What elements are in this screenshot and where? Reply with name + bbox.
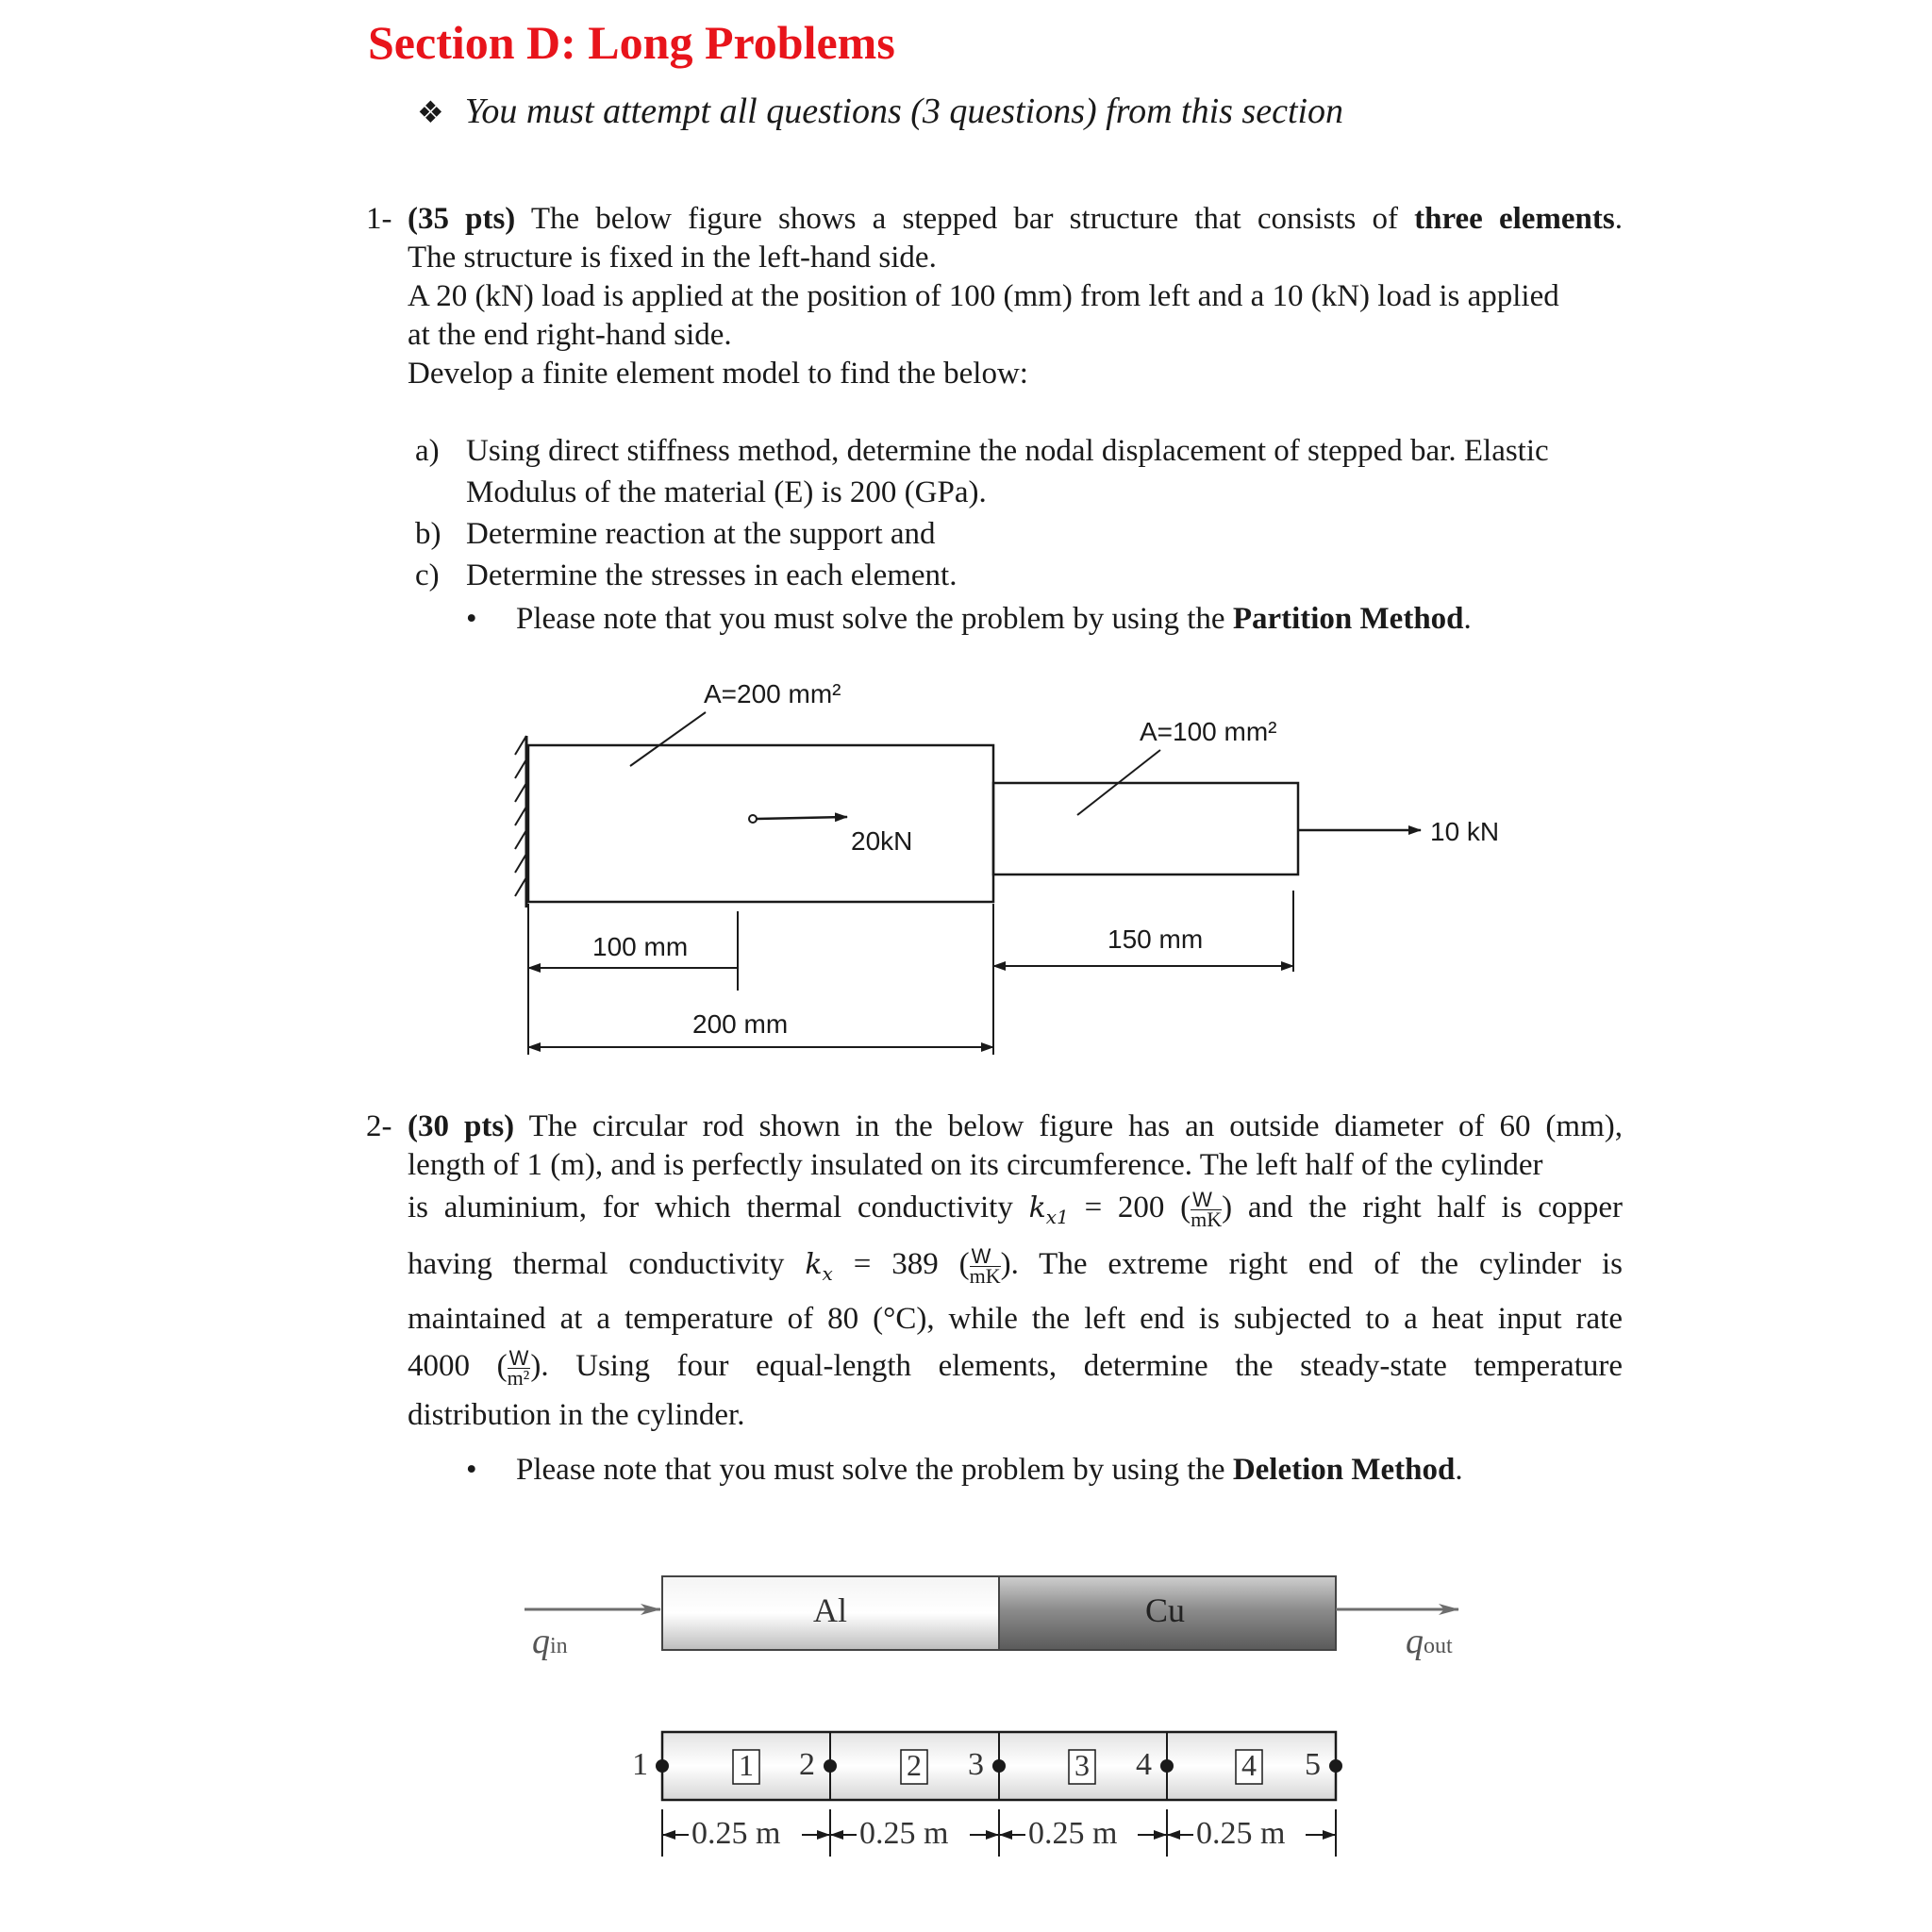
q2-line4 — [408, 1245, 1623, 1293]
frac2-den: m² — [507, 1365, 530, 1390]
q2-line3-text: is aluminium, for which thermal conductivity — [408, 1191, 1013, 1224]
q2-note-end: . — [1455, 1453, 1463, 1487]
frac-den: mK — [969, 1263, 1001, 1288]
q2-note-bullet: • — [466, 1453, 477, 1487]
unit-w-per-mk-2 — [969, 1243, 1001, 1288]
q2-line1 — [408, 1108, 1623, 1146]
q2-line5 — [408, 1300, 1623, 1339]
q-out-sub: out — [1424, 1634, 1453, 1658]
k-x-symbol — [805, 1248, 833, 1285]
q1-note-method: Partition Method — [1232, 602, 1464, 636]
q1-text-end: . — [1614, 202, 1623, 236]
q1-note-end: . — [1463, 602, 1472, 636]
k-x1-base: k — [1028, 1191, 1046, 1224]
q-out-base: q — [1406, 1622, 1424, 1661]
area-left-leader — [630, 712, 706, 766]
frac-den: mK — [1191, 1207, 1223, 1231]
q2-line6 — [408, 1347, 1623, 1388]
element-3-label: 3 — [1074, 1748, 1090, 1782]
q1-line3: A 20 (kN) load is applied at the position of 100 (mm) from left and a 10 (kN) load is applied — [408, 279, 1559, 313]
q1-item-b-line1: Determine reaction at the support and — [466, 517, 936, 551]
segment-4-length: 0.25 m — [1196, 1816, 1286, 1851]
q1-item-c-line1: Determine the stresses in each element. — [466, 558, 958, 592]
q-in-sub: in — [550, 1634, 568, 1658]
q2-line6-end: ). Using four equal-length elements, determine the steady-state temperature — [530, 1349, 1623, 1383]
element-2-label: 2 — [907, 1748, 922, 1782]
q1-line4: at the end right-hand side. — [408, 318, 732, 352]
q1-line5: Develop a finite element model to find the below: — [408, 357, 1028, 391]
q1-line2: The structure is fixed in the left-hand side. — [408, 241, 937, 275]
load-20kn-origin — [749, 815, 757, 823]
node-3-dot — [992, 1759, 1006, 1773]
unit-w-per-m2 — [507, 1345, 531, 1390]
q2-number: 2- — [366, 1109, 392, 1143]
k-x1-value: = 200 ( — [1084, 1191, 1191, 1224]
segment-2-length: 0.25 m — [859, 1816, 949, 1851]
q1-item-b-marker: b) — [415, 517, 441, 551]
q1-item-a-line2: Modulus of the material (E) is 200 (GPa). — [466, 475, 987, 509]
q-out-label — [1406, 1621, 1453, 1662]
node-2-dot — [824, 1759, 837, 1773]
q1-text: The below figure shows a stepped bar structure that consists of — [530, 202, 1398, 236]
node-2-label: 2 — [799, 1747, 815, 1782]
q1-points: (35 pts) — [408, 202, 516, 236]
dim-100-label: 100 mm — [592, 932, 689, 961]
q2-line6-start: 4000 ( — [408, 1349, 508, 1383]
area-left-label: A=200 mm² — [704, 679, 841, 708]
q2-note — [516, 1451, 1463, 1490]
dim-200-label: 200 mm — [692, 1009, 789, 1039]
q2-note-text: Please note that you must solve the problem by using the — [516, 1453, 1225, 1487]
q2-line7: distribution in the cylinder. — [408, 1398, 745, 1432]
material-al-label: Al — [813, 1591, 847, 1629]
q1-number: 1- — [366, 202, 392, 236]
q1-note-text: Please note that you must solve the problem by using the — [516, 602, 1225, 636]
q2-points: (30 pts) — [408, 1109, 515, 1143]
node-3-label: 3 — [968, 1747, 984, 1782]
load-20kn-arrow — [757, 817, 847, 819]
k-x-base: k — [805, 1248, 823, 1281]
node-5-label: 5 — [1305, 1747, 1321, 1782]
q1-item-a-marker: a) — [415, 434, 440, 468]
k-x1-symbol — [1028, 1191, 1069, 1228]
node-5-dot — [1329, 1759, 1342, 1773]
node-4-dot — [1160, 1759, 1174, 1773]
q1-item-a-line1: Using direct stiffness method, determine the nodal displacement of stepped bar. Elastic — [466, 434, 1549, 468]
element-1-label: 1 — [739, 1748, 754, 1782]
q2-line5-text: maintained at a temperature of 80 (°C), while the left end is subjected to a heat input rate — [408, 1302, 1623, 1336]
node-1-label: 1 — [632, 1747, 648, 1782]
q-in-label — [532, 1621, 568, 1662]
q2-line3-end: ) and the right half is copper — [1222, 1191, 1623, 1224]
section-title: Section D: Long Problems — [368, 16, 895, 69]
instruction-text: You must attempt all questions (3 questions) from this section — [464, 92, 1344, 131]
q2-line1-text: The circular rod shown in the below figure has an outside diameter of 60 (mm), — [528, 1109, 1623, 1143]
material-cu-label: Cu — [1145, 1591, 1186, 1629]
load-10kn-label: 10 kN — [1430, 817, 1500, 846]
element-large — [528, 745, 993, 902]
q1-note-bullet: • — [466, 602, 477, 636]
segment-1-length: 0.25 m — [691, 1816, 781, 1851]
diamond-bullet-icon: ❖ — [417, 95, 444, 129]
node-1-dot — [656, 1759, 669, 1773]
dim-150-label: 150 mm — [1108, 924, 1204, 954]
frac-num: W — [1191, 1191, 1222, 1210]
frac2-num: W — [508, 1345, 529, 1370]
q1-three-elements: three elements — [1414, 202, 1615, 236]
node-4-label: 4 — [1136, 1747, 1152, 1782]
q2-note-method: Deletion Method — [1232, 1453, 1456, 1487]
k-x-value: = 389 ( — [853, 1247, 970, 1281]
q2-line4-end: ). The extreme right end of the cylinder is — [1000, 1247, 1624, 1281]
element-4-label: 4 — [1241, 1748, 1257, 1782]
q1-item-c-marker: c) — [415, 558, 440, 592]
q2-line2: length of 1 (m), and is perfectly insulated on its circumference. The left half of the cylinder — [408, 1148, 1543, 1182]
area-right-label: A=100 mm² — [1140, 717, 1277, 746]
element-small — [993, 783, 1298, 874]
k-x-sub: x — [822, 1262, 833, 1285]
frac-num: W — [970, 1247, 1001, 1267]
unit-w-per-mk-1 — [1191, 1187, 1223, 1231]
q2-line3 — [408, 1189, 1623, 1237]
segment-3-length: 0.25 m — [1028, 1816, 1118, 1851]
k-x1-sub: x1 — [1045, 1206, 1069, 1228]
load-20kn-label: 20kN — [851, 826, 913, 856]
q2-line4-text: having thermal conductivity — [408, 1247, 785, 1281]
q-in-base: q — [532, 1622, 550, 1661]
fixed-support — [515, 736, 526, 908]
